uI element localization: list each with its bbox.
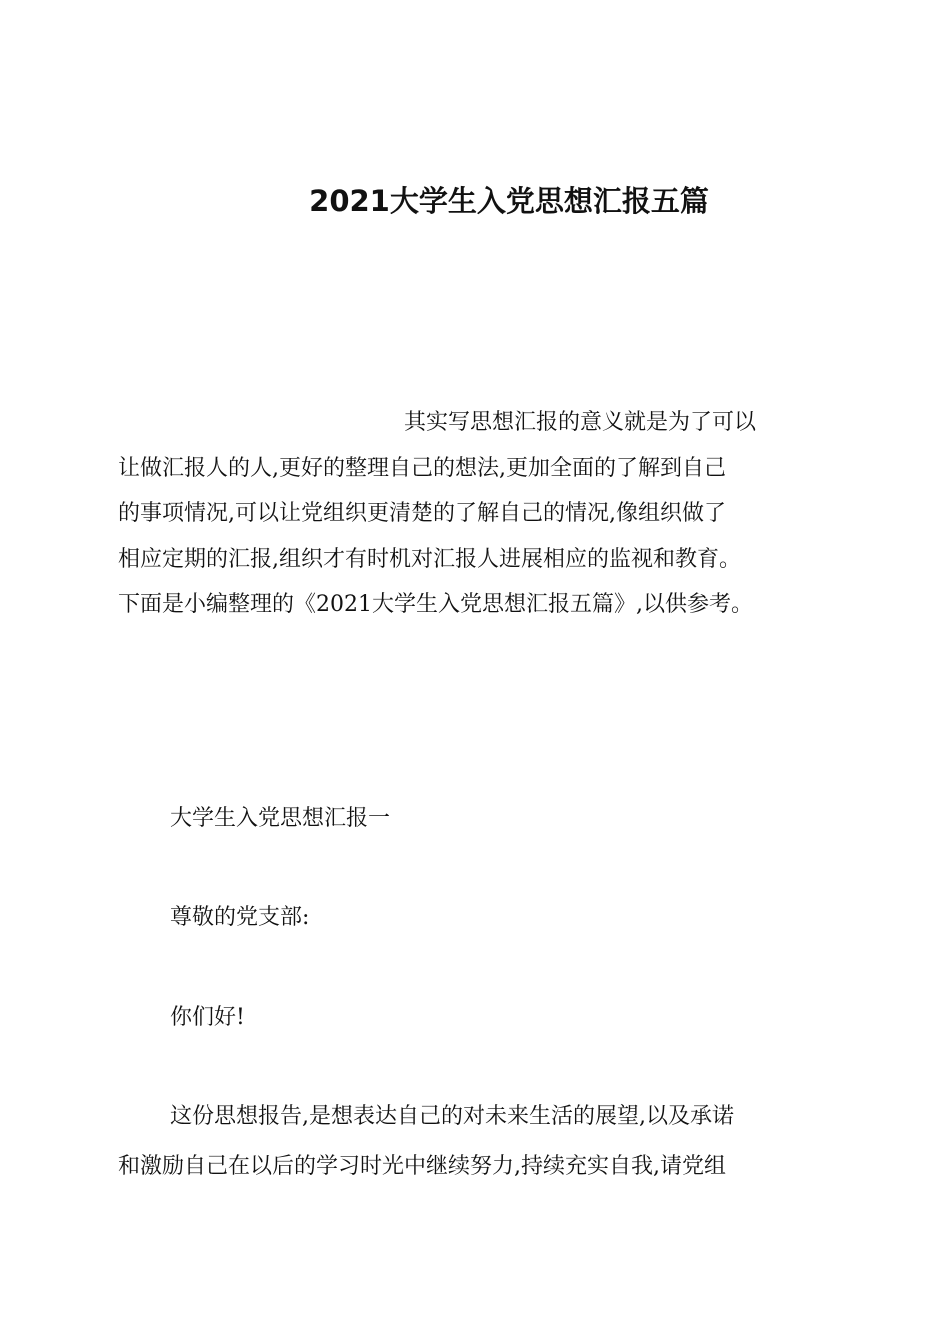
intro-line: 其实写思想汇报的意义就是为了可以 [404, 410, 757, 435]
body-paragraph [118, 1092, 848, 1192]
body-line: 这份思想报告,是想表达自己的对未来生活的展望,以及承诺 [170, 1104, 734, 1129]
body-line: 和激励自己在以后的学习时光中继续努力,持续充实自我,请党组 [118, 1154, 726, 1179]
intro-line: 的事项情况,可以让党组织更清楚的了解自己的情况,像组织做了 [118, 501, 726, 526]
intro-line: 让做汇报人的人,更好的整理自己的想法,更加全面的了解到自己 [118, 455, 726, 481]
greeting: 你们好! [170, 1005, 245, 1030]
intro-line: 相应定期的汇报,组织才有时机对汇报人进展相应的监视和教育。 [118, 546, 741, 572]
intro-line: 下面是小编整理的《2021大学生入党思想汇报五篇》,以供参考。 [118, 592, 753, 617]
document-title: 2021大学生入党思想汇报五篇 [309, 184, 709, 218]
section-heading: 大学生入党思想汇报一 [170, 806, 391, 831]
salutation: 尊敬的党支部: [170, 905, 310, 930]
intro-paragraph [118, 400, 848, 628]
